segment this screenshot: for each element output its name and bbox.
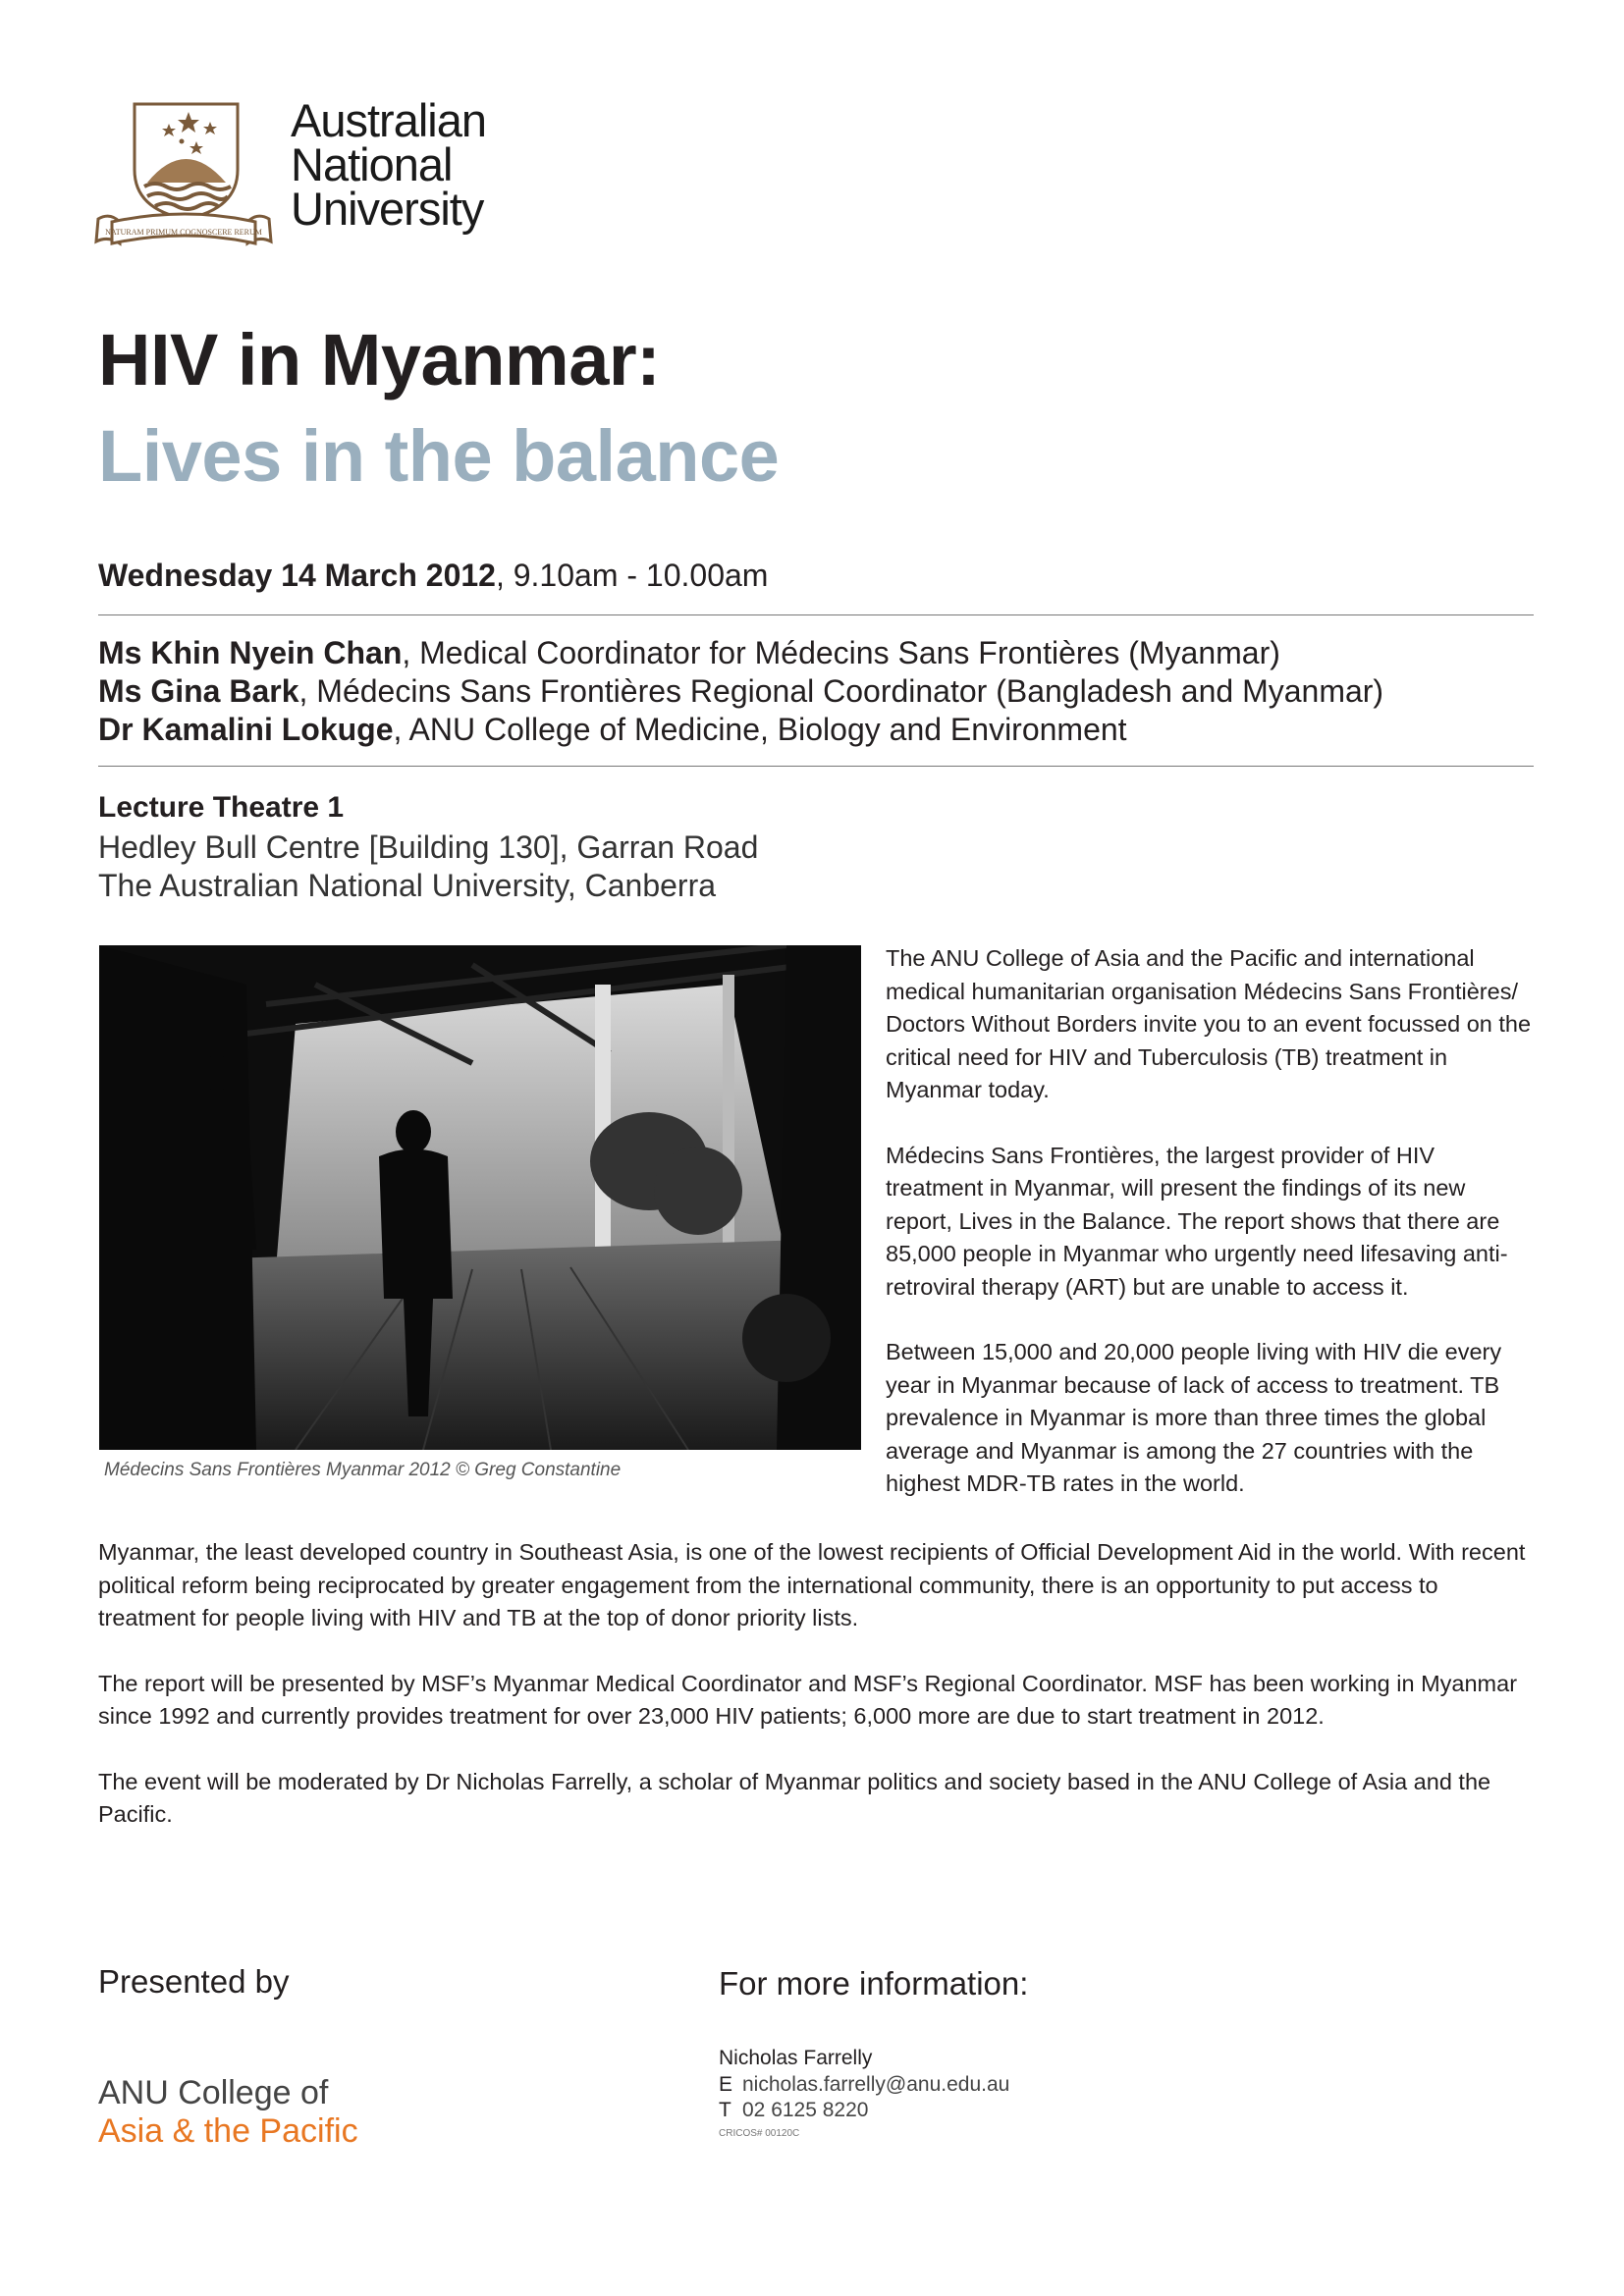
college-name-line-1: ANU College of [98, 2074, 329, 2111]
intro-paragraph: Médecins Sans Frontières, the largest provider of HIV treatment in Myanmar, will present the findings of its new report, Lives in the Balance. The report shows that there are 85,000 people in Myanmar who urgently need lifesaving anti-retroviral therapy (ART) but are unable to access it. [886, 1142, 1508, 1300]
contact-email-link[interactable]: nicholas.farrelly@anu.edu.au [742, 2073, 1010, 2096]
venue-address: Hedley Bull Centre [Building 130], Garran Road [98, 829, 759, 865]
anu-wordmark [291, 94, 486, 235]
contact-name: Nicholas Farrelly [719, 2047, 873, 2069]
anu-crest-logo [90, 96, 277, 253]
speaker-role: , ANU College of Medicine, Biology and Environment [393, 712, 1127, 747]
crest-motto: NATURAM PRIMUM COGNOSCERE RERUM [105, 228, 262, 237]
more-info-heading: For more information: [719, 1965, 1029, 2002]
event-date-time [98, 556, 768, 595]
intro-text [886, 942, 1534, 1533]
venue-room: Lecture Theatre 1 [98, 791, 345, 824]
speaker-role: , Médecins Sans Frontières Regional Coordinator (Bangladesh and Myanmar) [298, 673, 1384, 709]
body-paragraph: Myanmar, the least developed country in Southeast Asia, is one of the lowest recipients of Official Development Aid in the world. With recent political reform being reciprocated by greater engagement from the international community, there is an opportunity to put access to treatment for people living with HIV and TB at the top of donor priority lists. [98, 1539, 1526, 1630]
speaker-item [98, 710, 1127, 749]
body-paragraph: The report will be presented by MSF’s Myanmar Medical Coordinator and MSF’s Regional Coordinator. MSF has been working in Myanmar since 1992 and currently provides treatment for over 23,000 HIV patients; 6,000 more are due to start treatment in 2012. [98, 1670, 1518, 1729]
phone-label: T [719, 2099, 731, 2121]
wordmark-line-2: National [291, 138, 453, 190]
event-time: , 9.10am - 10.00am [495, 558, 769, 593]
venue-institution: The Australian National University, Canberra [98, 868, 717, 903]
college-name-line-2: Asia & the Pacific [98, 2112, 358, 2150]
presented-by-label: Presented by [98, 1963, 290, 2000]
event-photo [99, 945, 861, 1450]
contact-phone-row [719, 2099, 868, 2122]
intro-paragraph: The ANU College of Asia and the Pacific and international medical humanitarian organisation Médecins Sans Frontières/ Doctors Without Borders invite you to an event focussed on the critical need for HIV and Tuberculosis (TB) treatment in Myanmar today. [886, 945, 1532, 1102]
page-subtitle: Lives in the balance [98, 415, 780, 497]
body-paragraph: The event will be moderated by Dr Nicholas Farrelly, a scholar of Myanmar politics and society based in the ANU College of Asia and the Pacific. [98, 1768, 1491, 1827]
page-title: HIV in Myanmar: [98, 319, 661, 400]
speaker-item [98, 633, 1280, 672]
divider [98, 766, 1534, 767]
speaker-name: Dr Kamalini Lokuge [98, 712, 394, 747]
speaker-item [98, 671, 1383, 711]
divider [98, 614, 1534, 615]
wordmark-line-3: University [291, 183, 484, 235]
speaker-role: , Medical Coordinator for Médecins Sans Frontières (Myanmar) [402, 635, 1280, 670]
speaker-name: Ms Khin Nyein Chan [98, 635, 403, 670]
speaker-name: Ms Gina Bark [98, 673, 299, 709]
wordmark-line-1: Australian [291, 94, 486, 146]
contact-phone: 02 6125 8220 [742, 2099, 869, 2121]
email-label: E [719, 2073, 733, 2096]
body-text [98, 1536, 1534, 1864]
contact-email-row [719, 2073, 1009, 2097]
cricos-code: CRICOS# 00120C [719, 2128, 800, 2139]
event-date: Wednesday 14 March 2012 [98, 558, 496, 593]
photo-caption: Médecins Sans Frontières Myanmar 2012 © Greg Constantine [104, 1460, 622, 1480]
intro-paragraph: Between 15,000 and 20,000 people living with HIV die every year in Myanmar because of lack of access to treatment. TB prevalence in Myanmar is more than three times the global average and Myanmar is among the 27 countries with the highest MDR-TB rates in the world. [886, 1339, 1502, 1496]
